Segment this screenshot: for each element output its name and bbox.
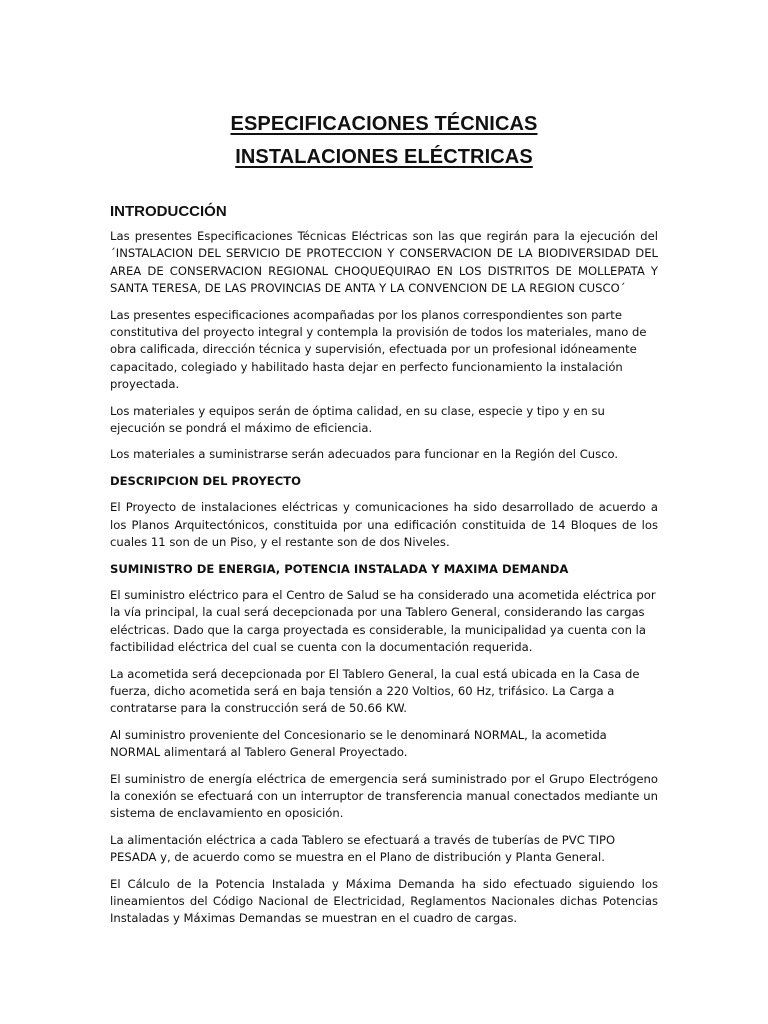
supply-paragraph: El suministro de energía eléctrica de emergencia será suministrado por el Grupo Electrógeno la conexión se efectuará con un interruptor de transferencia manual conectados mediante un sistema de enclavamiento en oposición. xyxy=(110,771,658,821)
supply-paragraph: La alimentación eléctrica a cada Tablero se efectuará a través de tuberías de PVC TIPO PESADA y, de acuerdo como se muestra en el Plano de distribución y Planta General. xyxy=(110,832,616,865)
section-heading-descripcion: DESCRIPCION DEL PROYECTO xyxy=(110,473,301,488)
document-subtitle: INSTALACIONES ELÉCTRICAS xyxy=(235,146,533,168)
intro-paragraph: Las presentes Especificaciones Técnicas Eléctricas son las que regirán para la ejecución del ´INSTALACION DEL SERVICIO DE PROTECCION Y CONSERVACION DE LA BIODIVERSIDAD DEL AREA DE CONSERVACION REGIONAL CHOQUEQUIRAO EN LOS DISTRITOS DE MOLLEPATA Y SANTA TERESA, DE LAS PROVINCIAS DE ANTA Y LA CONVENCION DE LA REGION CUSCO´ xyxy=(110,229,658,296)
document-title: ESPECIFICACIONES TÉCNICAS xyxy=(230,113,538,135)
intro-paragraph: Los materiales y equipos serán de óptima calidad, en su clase, especie y tipo y en su ejecución se pondrá el máximo de eficiencia. xyxy=(110,403,605,436)
intro-paragraph: Las presentes especificaciones acompañadas por los planos correspondientes son parte constitutiva del proyecto integral y contempla la provisión de todos los materiales, mano de obra calificada, dirección técnica y supervisión, efectuada por un profesional idóneamente capacitado, colegiado y habilitado hasta dejar en perfecto funcionamiento la instalación proyectada. xyxy=(110,307,647,392)
intro-paragraph: Los materiales a suministrarse serán adecuados para funcionar en la Región del Cusco. xyxy=(110,447,619,462)
supply-paragraph: La acometida será decepcionada por El Tablero General, la cual está ubicada en la Casa de fuerza, dicho acometida será en baja tensión a 220 Voltios, 60 Hz, trifásico. La Carga a contratarse para la construcción será de 50.66 KW. xyxy=(110,666,640,716)
section-heading-introduccion: INTRODUCCIÓN xyxy=(110,203,227,220)
supply-paragraph: El Cálculo de la Potencia Instalada y Máxima Demanda ha sido efectuado siguiendo los lineamientos del Código Nacional de Electricidad, Reglamentos Nacionales dichas Potencias Instaladas y Máximas Demandas se muestran en el cuadro de cargas. xyxy=(110,876,658,926)
supply-paragraph: El suministro eléctrico para el Centro de Salud se ha considerado una acometida eléctrica por la vía principal, la cual será decepcionada por una Tablero General, considerando las cargas eléctricas. Dado que la carga proyectada es considerable, la municipalidad ya cuenta con la factibilidad eléctrica del cual se cuenta con la documentación requerida. xyxy=(110,587,656,655)
supply-paragraph: Al suministro proveniente del Concesionario se le denominará NORMAL, la acometida NORMAL alimentará al Tablero General Proyectado. xyxy=(110,727,607,760)
project-paragraph: El Proyecto de instalaciones eléctricas y comunicaciones ha sido desarrollado de acuerdo a los Planos Arquitectónicos, constituida por una edificación constituida de 14 Bloques de los cuales 11 son de un Piso, y el restante son de dos Niveles. xyxy=(110,500,658,550)
document-body xyxy=(110,228,658,937)
section-heading-suministro: SUMINISTRO DE ENERGIA, POTENCIA INSTALADA Y MAXIMA DEMANDA xyxy=(110,561,569,576)
